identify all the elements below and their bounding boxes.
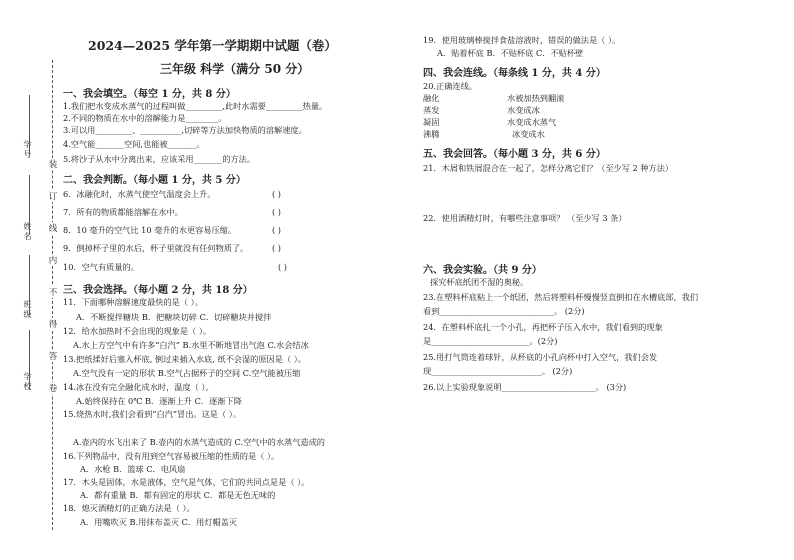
question: 10．空气有质量的。 [63, 262, 139, 272]
question: 12．给水加热时不会出现的现象是（ ）。 [63, 326, 212, 336]
field-student-id: 学号 [23, 140, 32, 160]
question: 3.可以用_________、__________,切碎等方法加快物质的溶解速度。 [63, 125, 307, 135]
question: 现___________________________。 (2分) [423, 366, 573, 376]
match-left-item: 蒸发 [423, 105, 440, 115]
question: 是________________________。(2分) [423, 336, 558, 346]
question: 25.用打气筒连着球针，从杯底的小孔向杯中打入空气，我们会发 [423, 352, 658, 362]
section-4-title: 四、我会连线。（每条线 1 分，共 4 分） [423, 68, 606, 79]
match-right-item: 水变成水蒸气 [507, 117, 557, 127]
options: A.壶内的水飞出来了 B.壶内的水蒸气造成的 C.空气中的水蒸气造成的 [73, 437, 325, 447]
section-5-title: 五、我会回答。（每小题 3 分，共 6 分） [423, 149, 606, 160]
match-right-item: 水被加热到翻滚 [507, 93, 565, 103]
question: 17．木头是固体，水是液体，空气是气体，它们的共同点是是（ ）。 [63, 477, 310, 487]
question: 5.将沙子从水中分离出来，应该采用_______的方法。 [63, 154, 256, 164]
question: 15.烧热水时,我们会看到“白汽”冒出。这是（ ）。 [63, 409, 242, 419]
question: 2.不同的物质在水中的溶解能力是________。 [63, 113, 227, 123]
field-school: 学校 [23, 372, 32, 392]
question: 6．冰融化时，水蒸气使空气温度会上升。 [63, 189, 216, 199]
options: A．贴着杯底 B．不贴杯底 C．不贴杯壁 [437, 48, 584, 58]
match-left-item: 融化 [423, 93, 440, 103]
field-line [29, 330, 30, 390]
question: 16.下列物品中，没有用到空气容易被压缩的性质的是（ ）。 [63, 451, 280, 461]
options: A.始终保持在 0℃ B．逐渐上升 C．逐渐下降 [76, 396, 242, 406]
binding-char: 线 [48, 224, 58, 234]
section-3-title: 三、我会选择。（每小题 2 分，共 18 分） [63, 285, 253, 296]
field-line [29, 175, 30, 235]
page-subtitle: 三年级 科学（满分 50 分） [160, 62, 310, 76]
match-left-item: 沸腾 [423, 129, 440, 139]
answer-paren: ( ) [272, 189, 281, 199]
match-right-item: 冰变成水 [512, 129, 545, 139]
answer-paren: ( ) [272, 225, 281, 235]
binding-char: 卷 [48, 384, 58, 394]
question: 21．木屑和铁屑混合在一起了，怎样分离它们？（至少写 2 种方法） [423, 163, 674, 173]
answer-paren: ( ) [272, 207, 281, 217]
binding-char: 内 [48, 256, 58, 266]
options: A．不断搅拌糖块 B．把糖块切碎 C．切碎糖块并搅拌 [76, 312, 272, 322]
question: 看到____________________________。 (2分) [423, 306, 585, 316]
question: 11．下面哪种溶解速度最快的是（ ）。 [63, 297, 203, 307]
question: 7．所有的物质都能溶解在水中。 [63, 207, 183, 217]
binding-char: 不 [48, 288, 58, 298]
question: 20.正确连线。 [423, 81, 477, 91]
question: 9．倒掉杯子里的水后，杯子里就没有任何物质了。 [63, 243, 249, 253]
field-line [29, 255, 30, 315]
binding-char: 答 [48, 352, 58, 362]
question: 18．熄灭酒精灯的正确方法是（ ）。 [63, 503, 195, 513]
field-class: 班级 [23, 300, 32, 320]
question: 26.以上实验现象说明_______________________。 (3分) [423, 382, 627, 392]
match-left-item: 凝固 [423, 117, 440, 127]
question: 1.我们把水变成水蒸气的过程叫做_________,此时水需要_________热量。 [63, 101, 328, 111]
options: A.空气没有一定的形状 B.空气占据杯子的空间 C.空气能被压缩 [73, 368, 301, 378]
question: 8．10 毫升的空气比 10 毫升的水更容易压缩。 [63, 225, 237, 235]
question: 13.把纸揉好后塞入杯底, 倒过来插入水底, 纸不会湿的原因是（ ）。 [63, 354, 306, 364]
question: 4.空气能_______空间,也能被_______。 [63, 139, 205, 149]
binding-char: 得 [48, 320, 58, 330]
options: A．都有重量 B．都有固定的形状 C．都是无色无味的 [80, 490, 276, 500]
options: A.水上方空气中有许多“白汽” B.水里不断地冒出气泡 C.水会结冰 [73, 340, 309, 350]
section-6-title: 六、我会实验。（共 9 分） [423, 265, 542, 276]
answer-paren: ( ) [278, 262, 287, 272]
binding-char: 订 [48, 192, 58, 202]
experiment-intro: 探究杯底纸团不湿的奥秘。 [430, 277, 529, 287]
answer-paren: ( ) [272, 243, 281, 253]
section-1-title: 一、我会填空。（每空 1 分，共 8 分） [63, 89, 236, 100]
question: 14.冰在没有完全融化成水时，温度（ ）。 [63, 382, 214, 392]
question: 23.在塑料杯底粘上一个纸团，然后将塑料杯慢慢竖直倒扣在水槽底部，我们 [423, 292, 699, 302]
field-line [29, 95, 30, 155]
options: A．水枪 B．篮球 C．电风扇 [80, 464, 186, 474]
question: 24．在塑料杯底扎一个小孔，再把杯子压入水中，我们看到的现象 [423, 322, 663, 332]
options: A．用嘴吹灭 B.用抹布盖灭 C．用灯帽盖灭 [80, 517, 238, 527]
section-2-title: 二、我会判断。（每小题 1 分，共 5 分） [63, 175, 246, 186]
match-right-item: 水变成冰 [507, 105, 540, 115]
field-name: 姓名 [23, 222, 32, 242]
binding-char: 装 [48, 160, 58, 170]
question: 22．使用酒精灯时，有哪些注意事项？ （至少写 3 条） [423, 213, 627, 223]
question: 19．使用玻璃棒搅拌食盐溶液时，错误的做法是（ ）。 [423, 35, 621, 45]
page-title: 2024—2025 学年第一学期期中试题（卷） [88, 38, 337, 53]
